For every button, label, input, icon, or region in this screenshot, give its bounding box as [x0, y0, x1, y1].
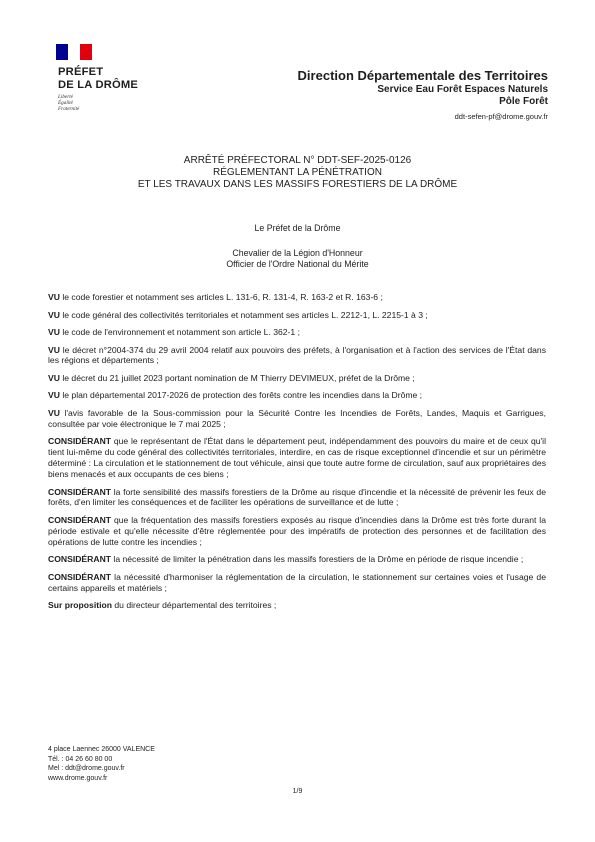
- preamble-clause: [48, 390, 546, 401]
- preamble-clause: [48, 310, 546, 321]
- footer-website[interactable]: www.drome.gouv.fr: [48, 774, 108, 782]
- service-email: ddt-sefen-pf@drome.gouv.fr: [454, 112, 548, 121]
- clause-text: le décret du 21 juillet 2023 portant nomination de M Thierry DEVIMEUX, préfet de la Drôme ;: [59, 372, 415, 383]
- clause-text: la forte sensibilité des massifs forestiers de la Drôme au risque d'incendie et la nécessité de prévenir les feux de forêts, d'en limiter les conséquences et de faciliter les opérations de surveillance et de lutte ;: [48, 486, 546, 508]
- prefect-name: Le Préfet de la Drôme: [254, 223, 341, 233]
- clause-keyword: CONSIDÉRANT: [48, 554, 112, 565]
- flag-blue-band: [56, 44, 68, 60]
- french-flag-icon: [56, 44, 92, 60]
- clause-text: la nécessité d'harmoniser la réglementation de la circulation, le stationnement sur certaines voies et l'usage de certains appareils et matériels ;: [48, 571, 546, 593]
- clause-text: que le représentant de l'État dans le département peut, indépendamment des pouvoirs du maire et de ceux qu'il tient lui-même du code général des collectivités territoriales, interdire, en cas de risque exceptionnel d'incendie et sur un périmètre déterminé : La circulation et le stationnement de tout véhicule, ainsi que toute autre forme de circulation, sauf aux propriétaires des biens menacés et aux occupants de ces biens ;: [48, 436, 546, 480]
- clause-text: le code de l'environnement et notamment son article L. 362-1 ;: [59, 327, 300, 337]
- preamble-clause: [48, 515, 546, 548]
- clause-text: le décret n°2004-374 du 29 avril 2004 relatif aux pouvoirs des préfets, à l'organisation et à l'action des services de l'État dans les régions et départements ;: [48, 344, 546, 366]
- honor-merit: Officier de l'Ordre National du Mérite: [226, 259, 369, 269]
- issuing-organization: [298, 68, 548, 123]
- preamble-clause: [48, 572, 546, 594]
- clause-keyword: VU: [48, 327, 60, 337]
- republic-motto: [58, 94, 150, 112]
- honor-legion: Chevalier de la Légion d'Honneur: [232, 248, 363, 258]
- clause-text: du directeur départemental des territoires ;: [111, 600, 277, 611]
- footer-address: 4 place Laennec 26000 VALENCE: [48, 746, 155, 753]
- footer-mail: Mel : ddt@drome.gouv.fr: [48, 765, 125, 772]
- clause-text: le plan départemental 2017-2026 de protection des forêts contre les incendies dans la Drôme ;: [59, 390, 423, 401]
- decree-subject-line1: RÉGLEMENTANT LA PÉNÉTRATION: [213, 167, 382, 178]
- clause-keyword: VU: [48, 390, 60, 401]
- clause-text: la nécessité de limiter la pénétration dans les massifs forestiers de la Drôme en période de risque incendie ;: [111, 554, 524, 565]
- footer-phone: Tél. : 04 26 60 80 00: [48, 755, 113, 763]
- prefecture-logo: [58, 66, 150, 112]
- clause-text: que la fréquentation des massifs forestiers exposés au risque d'incendies dans la Drôme est très forte durant la période estivale et qu'elle nécessite d'être réglementée pour des impératifs de protection des personnes et de facilitation des opérations de lutte contre les incendies ;: [48, 514, 546, 547]
- prefect-title-line2: DE LA DRÔME: [58, 78, 139, 91]
- preamble-clause: [48, 436, 546, 480]
- clause-keyword: VU: [48, 372, 60, 383]
- clause-keyword: VU: [48, 292, 60, 302]
- preamble-clause: [48, 345, 546, 367]
- page-footer: [48, 745, 155, 783]
- flag-white-band: [68, 44, 80, 60]
- flag-red-band: [80, 44, 92, 60]
- direction-name: Direction Départementale des Territoires: [297, 68, 548, 83]
- decree-preamble: [48, 292, 546, 618]
- clause-keyword: VU: [48, 309, 60, 320]
- preamble-clause: [48, 327, 546, 338]
- page-number: 1/9: [292, 788, 303, 795]
- preamble-clause: [48, 554, 546, 565]
- preamble-clause: [48, 373, 546, 384]
- motto-liberte: Liberté: [58, 94, 73, 100]
- clause-keyword: CONSIDÉRANT: [48, 436, 112, 447]
- clause-keyword: CONSIDÉRANT: [48, 571, 112, 582]
- preamble-clause: [48, 487, 546, 509]
- preamble-clause: [48, 292, 546, 303]
- clause-keyword: VU: [48, 344, 60, 355]
- clause-keyword: CONSIDÉRANT: [48, 514, 112, 525]
- clause-text: l'avis favorable de la Sous-commission pour la Sécurité Contre les Incendies de Forêts, Landes, Maquis et Garrigues, consultée par voie électronique le 7 mai 2025 ;: [48, 407, 546, 429]
- clause-keyword: CONSIDÉRANT: [48, 486, 112, 497]
- decree-title: [0, 155, 595, 191]
- motto-egalite: Égalité: [58, 100, 73, 106]
- decree-number: ARRÊTÉ PRÉFECTORAL N° DDT-SEF-2025-0126: [183, 155, 412, 166]
- clause-keyword: Sur proposition: [48, 600, 112, 611]
- decree-subject-line2: ET LES TRAVAUX DANS LES MASSIFS FORESTIERS DE LA DRÔME: [137, 179, 458, 190]
- prefect-title-line1: PRÉFET: [58, 66, 104, 78]
- motto-fraternite: Fraternité: [58, 106, 80, 112]
- service-name: Service Eau Forêt Espaces Naturels: [377, 84, 548, 95]
- clause-text: le code général des collectivités territoriales et notamment ses articles L. 2212-1, L. 2215-1 à 3 ;: [59, 309, 428, 320]
- preamble-clause: [48, 408, 546, 430]
- preamble-clause: [48, 600, 546, 611]
- clause-text: le code forestier et notamment ses articles L. 131-6, R. 131-4, R. 163-2 et R. 163-6 ;: [59, 292, 383, 302]
- pole-name: Pôle Forêt: [499, 96, 548, 107]
- clause-keyword: VU: [48, 407, 60, 418]
